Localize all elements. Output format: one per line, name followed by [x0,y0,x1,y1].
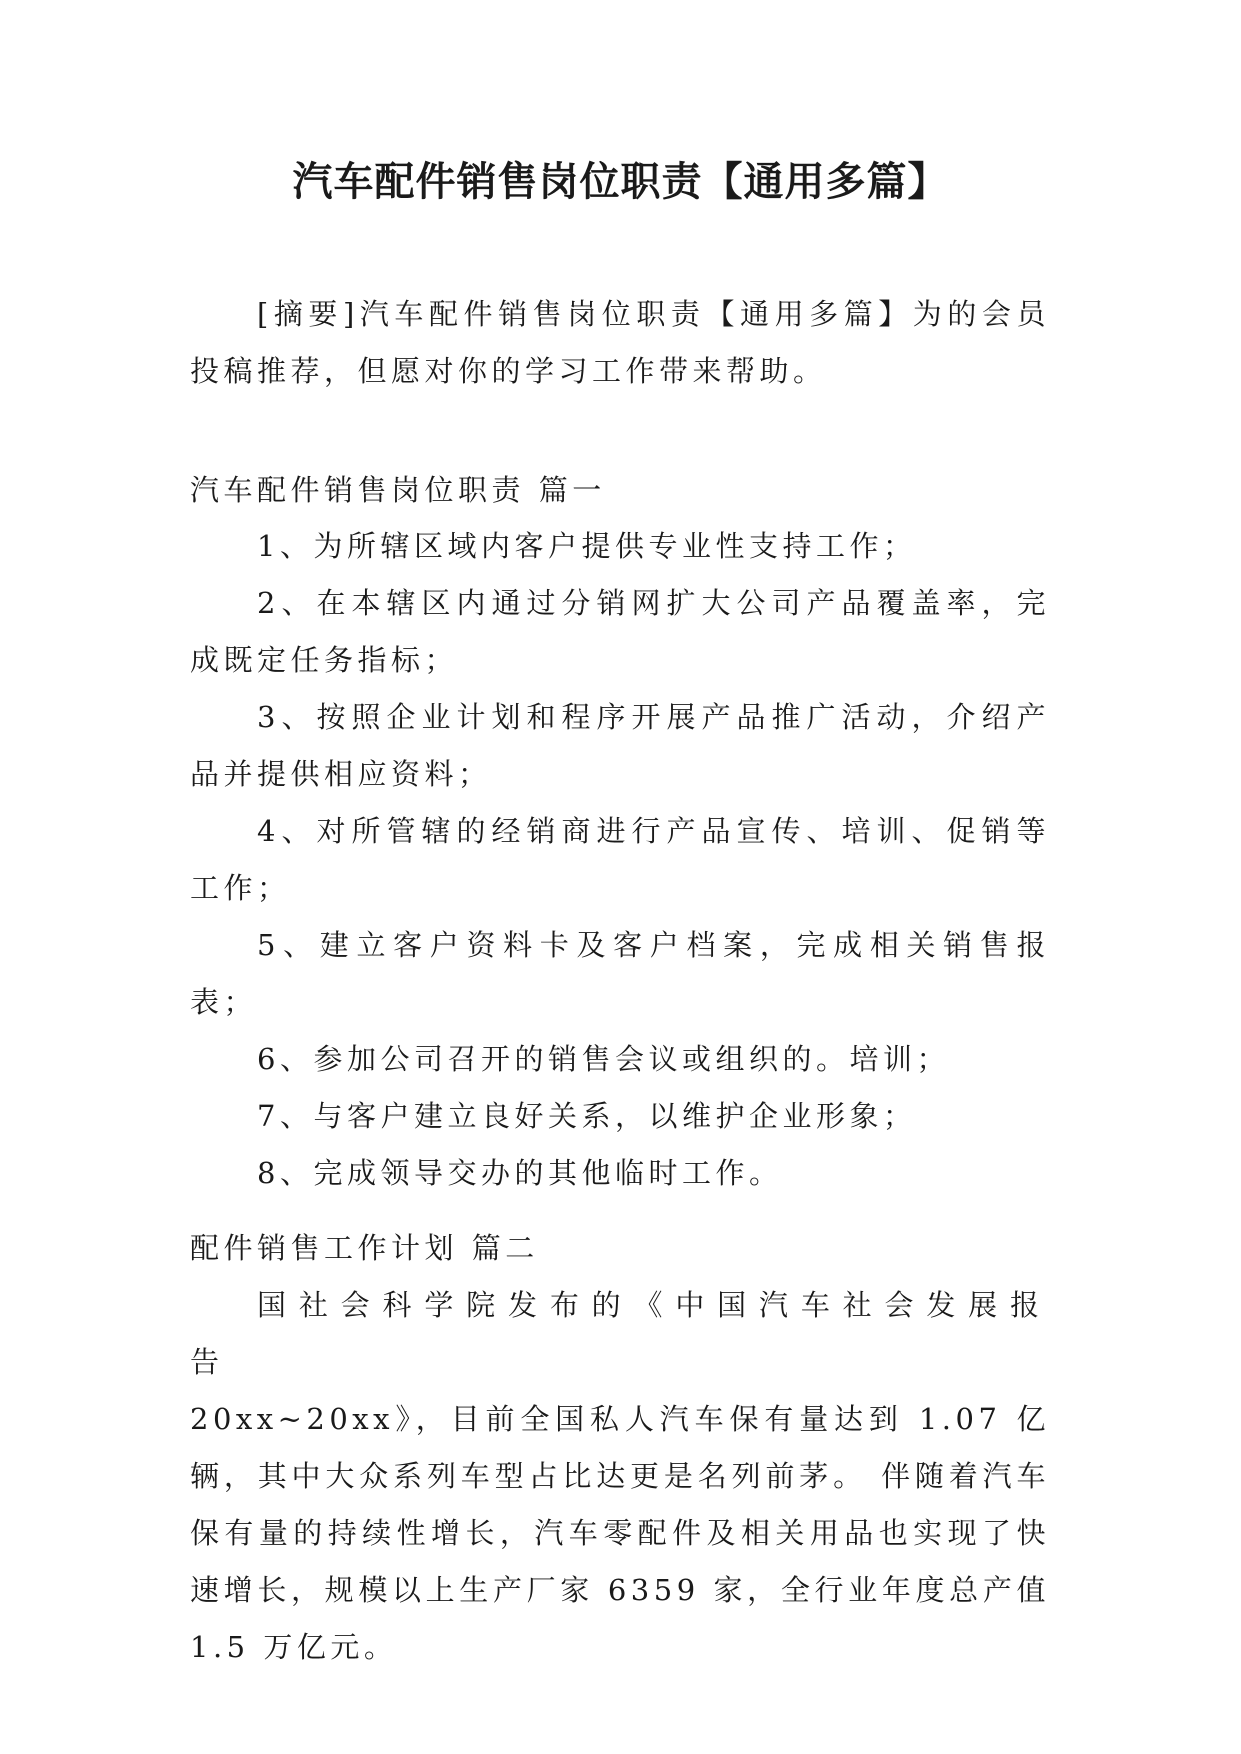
section-2-heading: 配件销售工作计划 篇二 [190,1231,539,1265]
section-1-list [190,518,1050,1202]
section-2-paragraph [190,1277,1050,1676]
list-item: 8、完成领导交办的其他临时工作。 [257,1156,783,1190]
list-item: 4、对所管辖的经销商进行产品宣传、培训、促销等工作； [190,814,1050,905]
section-2-paragraph-rest: 20xx~20xx》，目前全国私人汽车保有量达到 1.07 亿辆，其中大众系列车型占比达更是名列前茅。 伴随着汽车保有量的持续性增长，汽车零配件及相关用品也实现了快速增长，规模以上生产厂家 6359 家，全行业年度总产值 1.5 万亿元。 [190,1402,1050,1664]
list-item: 3、按照企业计划和程序开展产品推广活动，介绍产品并提供相应资料； [190,700,1050,791]
document-title: 汽车配件销售岗位职责【通用多篇】 [292,159,949,205]
list-item: 5、建立客户资料卡及客户档案，完成相关销售报表； [190,928,1050,1019]
abstract-paragraph: [摘要]汽车配件销售岗位职责【通用多篇】为的会员投稿推荐，但愿对你的学习工作带来帮助。 [190,297,1050,388]
list-item: 6、参加公司召开的销售会议或组织的。培训； [257,1042,950,1076]
abstract-block [190,286,1050,400]
list-item: 2、在本辖区内通过分销网扩大公司产品覆盖率，完成既定任务指标； [190,586,1050,677]
section-1-heading: 汽车配件销售岗位职责 篇一 [190,473,606,507]
section-2-heading-block [190,1220,1050,1277]
list-item: 7、与客户建立良好关系，以维护企业形象； [257,1099,917,1133]
list-item: 1、为所辖区域内客户提供专业性支持工作； [257,529,917,563]
section-1-heading-block [190,462,1050,519]
section-2-paragraph-line-1: 国社会科学院发布的《中国汽车社会发展报告 [190,1288,1050,1379]
